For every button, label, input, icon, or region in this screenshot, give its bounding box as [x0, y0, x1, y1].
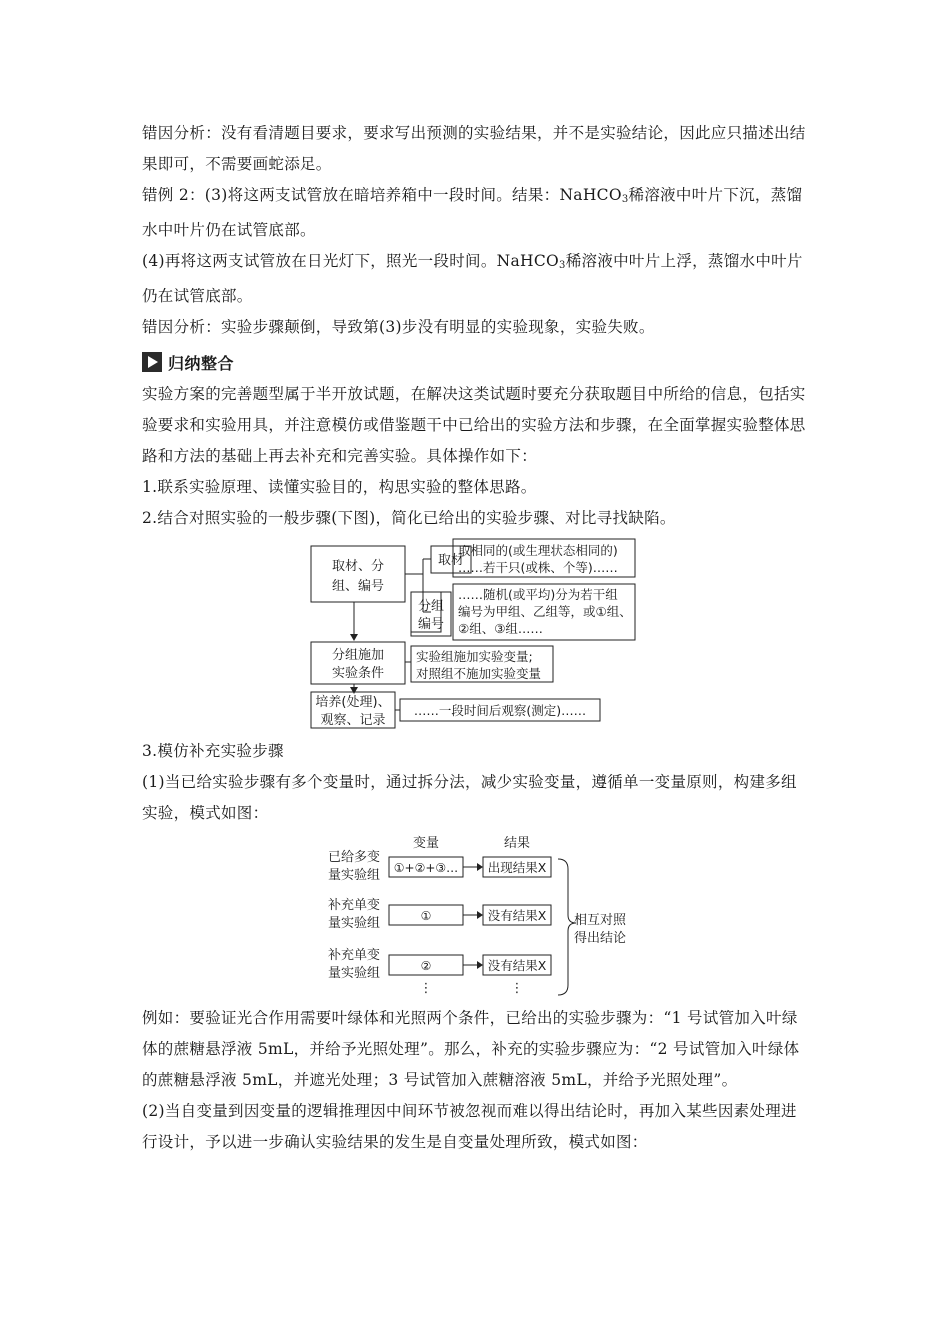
brace-text-line1: 相互对照 [573, 913, 627, 928]
box-b-line2: 实验条件 [331, 666, 385, 681]
box-c-line2: 观察、记录 [320, 713, 386, 728]
point-3-2: (2)当自变量到因变量的逻辑推理因中间环节被忽视而难以得出结论时，再加入某些因素处理进行设计，予以进一步确认实验结果的发生是自变量处理所致，模式如图： [142, 1102, 797, 1151]
row3-variable: ② [420, 959, 432, 973]
box-b-desc-line2: 对照组不施加实验变量 [416, 666, 542, 681]
row1-result: 出现结果X [487, 860, 547, 875]
example2-tail: 稀溶液中叶片下沉，蒸馏水中叶片仍在试管底部。 [142, 186, 803, 239]
control-experiment-diagram [142, 534, 812, 734]
box-qucai: 取材 [437, 553, 465, 568]
col-result-header: 结果 [503, 836, 531, 851]
box-fenzu-desc-line2: 编号为甲组、乙组等，或①组、 [458, 604, 632, 619]
row3-label-line1: 补充单变 [327, 948, 381, 963]
result-dots: ⋮ [510, 981, 524, 996]
point-3: 3.模仿补充实验步骤 [142, 742, 284, 760]
box-qucai-desc-line1: 取相同的(或生理状态相同的) [458, 543, 618, 558]
point-1: 1.联系实验原理、读懂实验目的，构思实验的整体思路。 [142, 478, 537, 496]
error-example-2 [142, 180, 812, 246]
variable-split-diagram [142, 829, 812, 1001]
example2-lead: 错例 2：(3)将这两支试管放在暗培养箱中一段时间。结果：NaHCO [142, 186, 622, 204]
row2-variable: ① [420, 909, 432, 923]
intro-paragraph: 实验方案的完善题型属于半开放试题，在解决这类试题时要充分获取题目中所给的信息，包括实验要求和实验用具，并注意模仿或借鉴题干中已给出的实验方法和步骤，在全面掌握实验整体思路和方法的基础上再去补充和完善实验。具体操作如下： [142, 385, 806, 465]
box-b-line1: 分组施加 [331, 648, 385, 663]
section-heading-text: 归纳整合 [168, 353, 235, 373]
row1-label-line1: 已给多变 [327, 850, 381, 865]
box-fenzu-line2: 编号 [417, 617, 445, 632]
document-page [142, 118, 812, 1158]
box-a-line1: 取材、分 [331, 559, 385, 574]
row3-result: 没有结果X [487, 958, 547, 973]
section-heading [142, 345, 812, 379]
error-analysis-2: 错因分析：实验步骤颠倒，导致第(3)步没有明显的实验现象，实验失败。 [142, 318, 655, 336]
row2-result: 没有结果X [487, 908, 547, 923]
step4-lead: (4)再将这两支试管放在日光灯下，照光一段时间。NaHCO [142, 252, 560, 270]
row2-label-line1: 补充单变 [327, 898, 381, 913]
box-qucai-desc-line2: ……若干只(或株、个等)…… [458, 560, 618, 575]
example2-subscript: 3 [621, 194, 629, 205]
box-fenzu-line1: 分组 [417, 599, 445, 614]
error-analysis-1: 错因分析：没有看清题目要求，要求写出预测的实验结果，并不是实验结论，因此应只描述出结果即可，不需要画蛇添足。 [142, 124, 806, 173]
row1-variable: ①+②+③… [393, 861, 459, 875]
step4-subscript: 3 [559, 260, 566, 271]
row3-label-line2: 量实验组 [327, 966, 381, 981]
step-4 [142, 246, 812, 312]
example-paragraph: 例如：要验证光合作用需要叶绿体和光照两个条件，已给出的实验步骤为：“1 号试管加入叶绿体的蔗糖悬浮液 5mL，并给予光照处理”。那么，补充的实验步骤应为：“2 号试管加入叶绿体的蔗糖悬浮液 5mL，并遮光处理；3 号试管加入蔗糖溶液 5mL，并给予光照处理”。 [142, 1009, 800, 1089]
brace-text-line2: 得出结论 [573, 931, 627, 946]
row2-label-line2: 量实验组 [327, 916, 381, 931]
row1-label-line2: 量实验组 [327, 868, 381, 883]
box-fenzu-desc-line3: ②组、③组…… [458, 621, 543, 636]
box-c-line1: 培养(处理)、 [315, 695, 391, 710]
box-c-desc: ……一段时间后观察(测定)…… [413, 703, 587, 718]
point-3-1: (1)当已给实验步骤有多个变量时，通过拆分法，减少实验变量，遵循单一变量原则，构建多组实验，模式如图： [142, 773, 797, 822]
play-triangle-icon [142, 352, 162, 372]
box-b-desc-line1: 实验组施加实验变量; [416, 649, 533, 664]
variable-dots: ⋮ [419, 981, 433, 996]
step4-tail: 稀溶液中叶片上浮，蒸馏水中叶片仍在试管底部。 [142, 252, 803, 305]
col-variable-header: 变量 [412, 836, 440, 851]
box-a-line2: 组、编号 [331, 579, 385, 594]
box-fenzu-desc-line1: ……随机(或平均)分为若干组 [458, 587, 618, 602]
point-2: 2.结合对照实验的一般步骤(下图)，简化已给出的实验步骤、对比寻找缺陷。 [142, 509, 676, 527]
